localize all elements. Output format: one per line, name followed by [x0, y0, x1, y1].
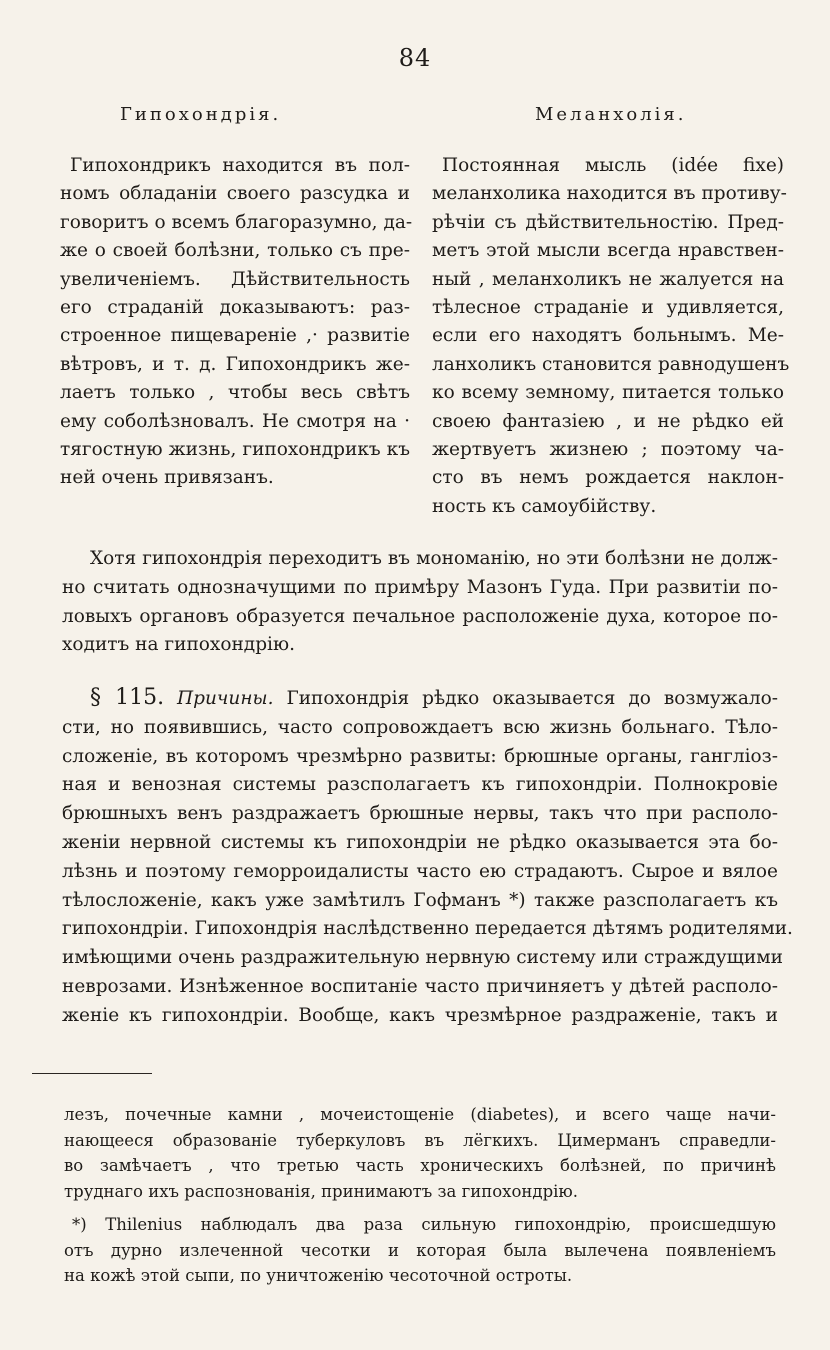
left-column-line: номъ обладаніи своего разсудка и	[60, 183, 410, 205]
right-column-title: Меланхолія.	[535, 104, 687, 125]
right-column-line: рѣчіи съ дѣйствительностію. Пред-	[432, 211, 784, 233]
paragraph-line: сложеніе, въ которомъ чрезмѣрно развиты: брюшные органы, гангліоз-	[62, 745, 778, 767]
right-column-line: ный , меланхоликъ не жалуется на	[432, 268, 784, 290]
left-column-line: строенное пищевареніе ,· развитіе	[60, 325, 410, 347]
left-column-line: Гипохондрикъ находится въ пол-	[70, 155, 410, 176]
paragraph-line: гипохондріи. Гипохондрія наслѣдственно передается дѣтямъ родителями.	[62, 918, 793, 940]
paragraph-line: тѣлосложеніе, какъ уже замѣтилъ Гофманъ *) также разсполагаетъ къ	[62, 889, 778, 911]
right-column-line: жертвуетъ жизнею ; поэтому ча-	[432, 439, 784, 461]
right-column-line: если его находятъ больнымъ. Ме-	[432, 325, 784, 347]
left-column-line: ней очень привязанъ.	[60, 467, 274, 489]
section-causes	[62, 684, 793, 1031]
footnote-continuation	[64, 1102, 776, 1204]
right-column-line: своею фантазіею , и не рѣдко ей	[432, 410, 784, 432]
right-column-line: ность къ самоубійству.	[432, 495, 657, 517]
right-column-line: ланхоликъ становится равнодушенъ	[432, 353, 790, 375]
footnote-line: *) Thilenius наблюдалъ два раза сильную гипохондрію, происшедшую	[72, 1215, 776, 1234]
paragraph-line: женіи нервной системы къ гипохондріи не рѣдко оказывается эта бо-	[62, 831, 778, 853]
right-column-line: сто въ немъ рождается наклон-	[432, 467, 784, 489]
paragraph-line: ловыхъ органовъ образуется печальное расположеніе духа, которое по-	[62, 605, 778, 627]
paragraph-line: Хотя гипохондрія переходитъ въ мономанію, но эти болѣзни не долж-	[90, 548, 778, 569]
footnote-line: на кожѣ этой сыпи, по уничтоженію чесоточной остроты.	[64, 1266, 573, 1285]
section-first-line	[62, 684, 778, 714]
paragraph-line: женіе къ гипохондріи. Вообще, какъ чрезмѣрное раздраженіе, такъ и	[62, 1004, 778, 1026]
page-number: 84	[398, 44, 432, 72]
paragraph-line: брюшныхъ венъ раздражаетъ брюшные нервы, такъ что при располо-	[62, 803, 778, 825]
footnote-divider	[32, 1073, 152, 1074]
left-column-line: тягостную жизнь, гипохондрикъ къ	[60, 439, 410, 461]
section-mark: § 115.	[90, 685, 165, 710]
paragraph-line: сти, но появившись, часто сопровождаетъ всю жизнь больнаго. Тѣло-	[62, 716, 778, 738]
right-column-line: метъ этой мысли всегда нравствен-	[432, 240, 784, 262]
footnote-line: во замѣчаетъ , что третью часть хроническихъ болѣзней, по причинѣ	[64, 1156, 776, 1175]
paragraph-line: но считать однозначущими по примѣру Мазонъ Гуда. При развитіи по-	[62, 576, 778, 598]
section-heading: Причины.	[177, 688, 274, 709]
footnote-star	[64, 1212, 776, 1289]
footnote-line: лезъ, почечные камни , мочеистощеніе (diabetes), и всего чаще начи-	[64, 1105, 776, 1124]
left-column-title: Гипохондрія.	[120, 104, 282, 125]
footnote-line: труднаго ихъ распознованія, принимаютъ за гипохондрію.	[64, 1181, 579, 1201]
right-column-line: тѣлесное страданіе и удивляется,	[432, 297, 784, 319]
left-column-line: вѣтровъ, и т. д. Гипохондрикъ же-	[60, 353, 410, 375]
left-column-line: ему соболѣзновалъ. Не смотря на ·	[60, 410, 410, 432]
paragraph-mania	[62, 545, 778, 660]
paragraph-line: лѣзнь и поэтому геморроидалисты часто ею страдаютъ. Сырое и вялое	[62, 860, 778, 882]
left-column-line: лаетъ только , чтобы весь свѣтъ	[60, 382, 410, 404]
section-first-line-text: Гипохондрія рѣдко оказывается до возмужало-	[273, 688, 778, 709]
footnote-line: отъ дурно излеченной чесотки и которая была вылечена появленіемъ	[64, 1240, 776, 1260]
left-column-line: говоритъ о всемъ благоразумно, да-	[60, 211, 413, 233]
left-column-line: же о своей болѣзни, только съ пре-	[60, 240, 410, 262]
paragraph-line: ная и венозная системы разсполагаетъ къ гипохондріи. Полнокровіе	[62, 774, 778, 796]
footnote-line: нающееся образованіе туберкуловъ въ лёгкихъ. Цимерманъ справедли-	[64, 1130, 776, 1150]
paragraph-line: ходитъ на гипохондрію.	[62, 634, 295, 656]
left-column-line: его страданій доказываютъ: раз-	[60, 297, 410, 319]
paragraph-line: неврозами. Изнѣженное воспитаніе часто причиняетъ у дѣтей располо-	[62, 975, 778, 997]
paragraph-line: имѣющими очень раздражительную нервную систему или страждущими	[62, 947, 783, 969]
left-column-text	[60, 152, 413, 493]
right-column-text	[432, 152, 790, 521]
right-column-line: ко всему земному, питается только	[432, 382, 784, 404]
right-column-line: меланхолика находится въ противу-	[432, 183, 787, 205]
right-column-line: Постоянная мысль (idée fixe)	[442, 155, 784, 176]
left-column-line: увеличеніемъ. Дѣйствительность	[60, 268, 410, 290]
